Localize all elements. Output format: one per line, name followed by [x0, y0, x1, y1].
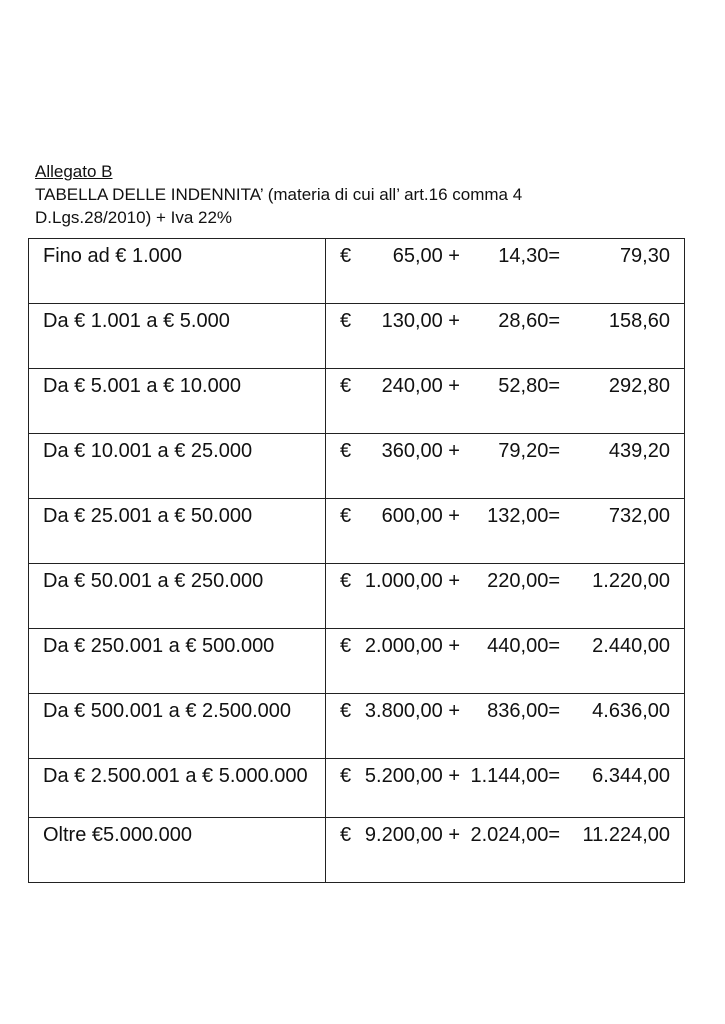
table-row	[29, 818, 685, 883]
table-row	[29, 499, 685, 564]
amount-cell	[326, 694, 685, 759]
total-amount: 732,00	[608, 505, 670, 527]
total-amount: 6.344,00	[592, 765, 670, 787]
vat-amount: 79,20=	[498, 440, 560, 462]
base-fee: 3.800,00 +	[364, 700, 460, 722]
currency-symbol: €	[340, 505, 352, 527]
vat-amount: 440,00=	[487, 635, 560, 657]
base-fee: 9.200,00 +	[364, 824, 460, 846]
range-cell	[29, 629, 326, 694]
amount-cell	[326, 564, 685, 629]
vat-amount: 220,00=	[487, 570, 560, 592]
total-amount: 158,60	[608, 310, 670, 332]
range-text: Da € 25.001 a € 50.000	[43, 505, 253, 527]
vat-amount: 52,80=	[498, 375, 560, 397]
table-row	[29, 694, 685, 759]
table-row	[29, 629, 685, 694]
range-text: Da € 50.001 a € 250.000	[43, 570, 264, 592]
vat-amount: 1.144,00=	[470, 765, 560, 787]
vat-amount: 2.024,00=	[470, 824, 560, 846]
base-fee: 5.200,00 +	[364, 765, 460, 787]
total-amount: 2.440,00	[592, 635, 670, 657]
range-cell	[29, 304, 326, 369]
base-fee: 240,00 +	[381, 375, 460, 397]
range-cell	[29, 694, 326, 759]
range-text: Da € 5.001 a € 10.000	[43, 375, 241, 397]
amount-cell	[326, 434, 685, 499]
amount-cell	[326, 499, 685, 564]
table-row	[29, 304, 685, 369]
total-amount: 439,20	[608, 440, 670, 462]
total-amount: 11.224,00	[582, 824, 670, 846]
vat-amount: 132,00=	[487, 505, 560, 527]
total-amount: 4.636,00	[592, 700, 670, 722]
total-amount: 1.220,00	[592, 570, 670, 592]
base-fee: 360,00 +	[381, 440, 460, 462]
currency-symbol: €	[340, 570, 352, 592]
table-row	[29, 239, 685, 304]
vat-amount: 28,60=	[498, 310, 560, 332]
currency-symbol: €	[340, 635, 352, 657]
table-row	[29, 434, 685, 499]
document-header	[35, 160, 675, 229]
currency-symbol: €	[340, 700, 352, 722]
table-title-line-2: D.Lgs.28/2010) + Iva 22%	[35, 208, 233, 227]
fees-table	[28, 238, 685, 883]
vat-amount: 14,30=	[498, 245, 560, 267]
total-amount: 79,30	[619, 245, 670, 267]
attachment-label: Allegato B	[35, 162, 113, 181]
currency-symbol: €	[340, 765, 352, 787]
currency-symbol: €	[340, 375, 352, 397]
range-text: Da € 2.500.001 a € 5.000.000	[43, 765, 308, 787]
range-text: Da € 1.001 a € 5.000	[43, 310, 230, 332]
range-text: Da € 250.001 a € 500.000	[43, 635, 275, 657]
range-text: Da € 500.001 a € 2.500.000	[43, 700, 291, 722]
range-cell	[29, 759, 326, 818]
amount-cell	[326, 239, 685, 304]
table-row	[29, 759, 685, 818]
range-text: Da € 10.001 a € 25.000	[43, 440, 253, 462]
range-cell	[29, 818, 326, 883]
base-fee: 2.000,00 +	[364, 635, 460, 657]
table-row	[29, 564, 685, 629]
amount-cell	[326, 759, 685, 818]
amount-cell	[326, 629, 685, 694]
range-cell	[29, 499, 326, 564]
vat-amount: 836,00=	[487, 700, 560, 722]
total-amount: 292,80	[608, 375, 670, 397]
range-cell	[29, 434, 326, 499]
base-fee: 1.000,00 +	[364, 570, 460, 592]
table-row	[29, 369, 685, 434]
currency-symbol: €	[340, 824, 352, 846]
range-cell	[29, 369, 326, 434]
currency-symbol: €	[340, 245, 352, 267]
range-cell	[29, 239, 326, 304]
base-fee: 65,00 +	[392, 245, 460, 267]
currency-symbol: €	[340, 440, 352, 462]
currency-symbol: €	[340, 310, 352, 332]
base-fee: 600,00 +	[381, 505, 460, 527]
range-text: Oltre €5.000.000	[43, 824, 192, 846]
range-cell	[29, 564, 326, 629]
base-fee: 130,00 +	[381, 310, 460, 332]
amount-cell	[326, 304, 685, 369]
range-text: Fino ad € 1.000	[43, 245, 182, 267]
amount-cell	[326, 818, 685, 883]
table-title-line-1: TABELLA DELLE INDENNITA’ (materia di cui all’ art.16 comma 4	[35, 185, 523, 204]
amount-cell	[326, 369, 685, 434]
